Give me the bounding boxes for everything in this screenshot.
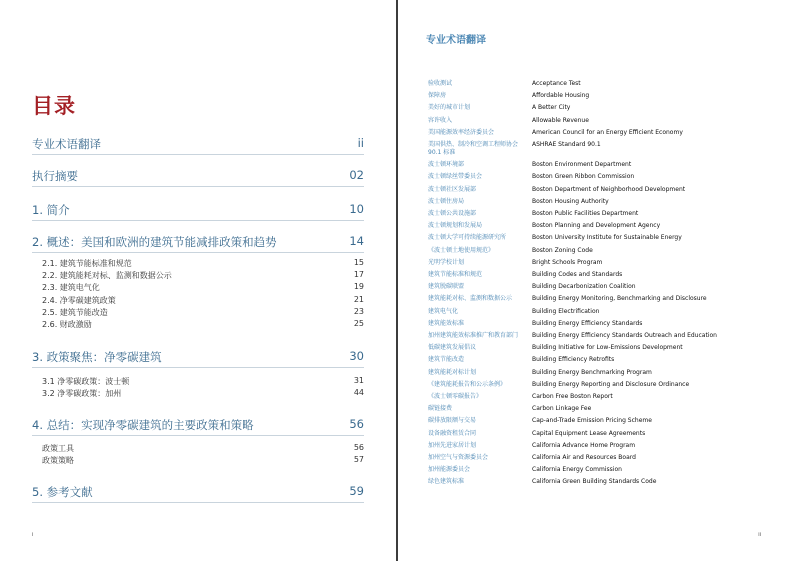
glossary-term-en: Boston Public Facilities Department	[532, 210, 639, 217]
toc-subsection-title: 3.1 净零碳政策：波士顿	[42, 377, 130, 386]
glossary-row	[428, 80, 788, 92]
glossary-row	[428, 271, 788, 283]
toc-section-page: ii	[357, 136, 364, 150]
glossary-row	[428, 259, 788, 271]
toc-section-page: 56	[349, 417, 364, 431]
toc-subsection[interactable]	[42, 455, 364, 467]
toc-subsection-page: 17	[353, 270, 364, 280]
glossary-row	[428, 393, 788, 405]
toc-section-title: 专业术语翻译	[32, 137, 101, 151]
toc-section[interactable]	[32, 168, 364, 187]
glossary-row	[428, 222, 788, 234]
glossary-term-cn: 碳排放限额与交易	[428, 417, 477, 425]
toc-subsection-page: 21	[353, 294, 364, 304]
toc-subsection-title: 政策策略	[42, 456, 74, 466]
toc-subsection-page: 25	[353, 319, 364, 328]
toc-subsection-title: 2.3. 建筑电气化	[42, 283, 100, 293]
toc-page	[0, 0, 396, 561]
glossary-term-cn: 建筑节能标准和规范	[428, 271, 483, 278]
toc-section-page: 02	[349, 168, 364, 182]
toc-subsection-page: 57	[353, 455, 364, 465]
toc-title: 目录	[32, 94, 76, 118]
glossary-row	[428, 405, 788, 417]
toc-subsection-title: 3.2 净零碳政策：加州	[42, 389, 122, 399]
toc-section[interactable]	[32, 202, 364, 221]
glossary-term-cn: 建筑能效标准	[428, 319, 465, 327]
glossary-row	[428, 104, 788, 116]
glossary-term-en: A Better City	[532, 104, 571, 112]
toc-subsection[interactable]	[42, 443, 364, 455]
glossary-term-en: California Energy Commission	[532, 466, 622, 474]
glossary-term-en: Capital Equipment Lease Agreements	[532, 429, 646, 437]
glossary-title: 专业术语翻译	[426, 35, 486, 46]
glossary-row	[428, 161, 788, 173]
glossary-term-cn: 建筑能耗对标计划	[428, 368, 477, 376]
toc-subsection[interactable]	[42, 270, 364, 282]
glossary-term-cn: 波士顿规划和发展局	[428, 222, 483, 230]
glossary-term-en: Building Energy Monitoring, Benchmarking and Disclosure	[532, 295, 707, 303]
toc-section-title: 3. 政策聚焦：净零碳建筑	[32, 350, 162, 364]
glossary-term-cn: 设备融资租赁合同	[428, 429, 477, 437]
glossary-term-cn: 波士顿社区发展部	[428, 185, 477, 193]
glossary-term-cn: 《建筑能耗报告和公示条例》	[428, 380, 507, 388]
glossary-term-en: Allowable Revenue	[532, 116, 589, 124]
toc-subsection-title: 政策工具	[42, 444, 74, 453]
glossary-term-en: Bright Schools Program	[532, 258, 603, 266]
toc-section[interactable]	[32, 349, 364, 368]
toc-section[interactable]	[32, 234, 364, 253]
glossary-term-cn: 美国供热、制冷和空调工程师协会 90.1 标准	[428, 141, 519, 156]
toc-section[interactable]	[32, 417, 364, 436]
toc-subsection[interactable]	[42, 258, 364, 270]
glossary-term-en: Building Energy Efficiency Standards Outreach and Education	[532, 332, 717, 339]
glossary-row	[428, 186, 788, 198]
glossary-row	[428, 141, 788, 156]
glossary-term-cn: 绿色建筑标准	[428, 478, 465, 486]
glossary-row	[428, 417, 788, 429]
toc-section-title: 1. 简介	[32, 203, 70, 217]
glossary-row	[428, 198, 788, 210]
glossary-term-cn: 《波士顿零碳报告》	[428, 393, 483, 400]
glossary-term-en: Boston University Institute for Sustainable Energy	[532, 234, 682, 242]
glossary-row	[428, 369, 788, 381]
glossary-row	[428, 283, 788, 295]
glossary-term-en: Acceptance Test	[532, 80, 581, 87]
glossary-page	[398, 0, 793, 561]
toc-section[interactable]	[32, 136, 364, 155]
glossary-term-cn: 建筑电气化	[428, 307, 459, 315]
glossary-term-en: California Advance Home Program	[532, 441, 636, 449]
glossary-term-en: Affordable Housing	[532, 92, 590, 100]
glossary-row	[428, 234, 788, 246]
toc-subsection[interactable]	[42, 295, 364, 307]
toc-subsection-title: 2.5. 建筑节能改造	[42, 307, 108, 317]
page-number-left: i	[32, 532, 34, 538]
glossary-term-en: Carbon Free Boston Report	[532, 393, 613, 400]
glossary-row	[428, 344, 788, 356]
toc-section-title: 5. 参考文献	[32, 485, 93, 499]
glossary-term-en: Boston Environment Department	[532, 161, 632, 169]
glossary-term-en: Building Energy Efficiency Standards	[532, 319, 643, 327]
toc-subsection-page: 19	[353, 282, 364, 292]
toc-section-page: 10	[349, 202, 364, 216]
toc-subsection[interactable]	[42, 282, 364, 294]
page-number-right: ii	[758, 532, 761, 538]
glossary-term-en: California Green Building Standards Code	[532, 478, 657, 486]
glossary-term-cn: 加州空气与资源委员会	[428, 454, 489, 461]
glossary-term-cn: 《波士顿土地使用规范》	[428, 246, 495, 254]
glossary-row	[428, 210, 788, 222]
glossary-term-cn: 低碳建筑发展倡议	[428, 344, 477, 352]
toc-subsection-page: 44	[353, 388, 364, 398]
glossary-term-en: Building Efficiency Retrofits	[532, 356, 615, 364]
toc-subsection-page: 56	[353, 443, 364, 452]
toc-section-title: 执行摘要	[32, 169, 78, 183]
glossary-row	[428, 478, 788, 490]
glossary-row	[428, 173, 788, 185]
glossary-term-en: Building Energy Reporting and Disclosure Ordinance	[532, 380, 690, 388]
glossary-term-en: Building Energy Benchmarking Program	[532, 368, 652, 376]
toc-section-page: 30	[349, 349, 364, 363]
glossary-term-cn: 加州先进家居计划	[428, 441, 477, 449]
glossary-term-en: American Council for an Energy Efficient Economy	[532, 128, 683, 136]
glossary-term-cn: 建筑脱碳联盟	[428, 283, 465, 291]
glossary-term-en: Building Electrification	[532, 307, 600, 315]
glossary-row	[428, 320, 788, 332]
glossary-term-cn: 建筑节能改造	[428, 356, 465, 364]
glossary-term-en: Carbon Linkage Fee	[532, 405, 592, 413]
glossary-term-cn: 碳链接费	[428, 405, 453, 413]
glossary-term-en: Boston Green Ribbon Commission	[532, 173, 635, 181]
glossary-term-cn: 波士顿公共设施部	[428, 210, 477, 217]
toc-subsection-title: 2.1. 建筑节能标准和规范	[42, 259, 132, 268]
toc-subsection-page: 23	[353, 306, 364, 316]
glossary-row	[428, 430, 788, 442]
glossary-term-cn: 美好的城市计划	[428, 104, 471, 112]
glossary-term-cn: 波士顿大学可持续能源研究所	[428, 234, 507, 242]
glossary-term-cn: 加州建筑能效标准推广和教育部门	[428, 332, 519, 339]
glossary-row	[428, 295, 788, 307]
glossary-row	[428, 466, 788, 478]
glossary-row	[428, 117, 788, 129]
glossary-row	[428, 247, 788, 259]
toc-subsection[interactable]	[42, 376, 364, 388]
glossary-row	[428, 308, 788, 320]
glossary-row	[428, 442, 788, 454]
glossary-term-en: Building Decarbonization Coalition	[532, 283, 636, 291]
glossary-term-cn: 美国能源效率经济委员会	[428, 128, 495, 136]
toc-subsection[interactable]	[42, 307, 364, 319]
glossary-term-en: Boston Zoning Code	[532, 246, 593, 254]
glossary-term-cn: 验收测试	[428, 80, 453, 87]
glossary-row	[428, 332, 788, 344]
toc-subsection[interactable]	[42, 319, 364, 331]
glossary-term-cn: 保障房	[428, 92, 447, 100]
glossary-row	[428, 381, 788, 393]
glossary-term-en: California Air and Resources Board	[532, 454, 636, 461]
glossary-term-cn: 光明学校计划	[428, 258, 465, 266]
glossary-term-en: Building Codes and Standards	[532, 271, 623, 278]
glossary-row	[428, 129, 788, 141]
toc-section-title: 4. 总结：实现净零碳建筑的主要政策和策略	[32, 418, 254, 432]
toc-section-page: 14	[349, 234, 364, 248]
glossary-row	[428, 92, 788, 104]
toc-subsection-title: 2.6. 财政激励	[42, 320, 92, 329]
toc-subsection[interactable]	[42, 388, 364, 400]
glossary-row	[428, 454, 788, 466]
glossary-term-en: Boston Housing Authority	[532, 197, 609, 205]
glossary-term-cn: 波士顿绿丝带委员会	[428, 173, 483, 181]
glossary-term-cn: 容许收入	[428, 116, 453, 124]
glossary-row	[428, 356, 788, 368]
glossary-term-en: ASHRAE Standard 90.1	[532, 141, 601, 148]
glossary-term-cn: 建筑能耗对标、监测和数据公示	[428, 295, 513, 303]
toc-subsection-title: 2.2. 建筑能耗对标、监测和数据公示	[42, 271, 172, 281]
toc-section[interactable]	[32, 484, 364, 503]
glossary-term-cn: 波士顿环境部	[428, 161, 465, 169]
toc-subsection-title: 2.4. 净零碳建筑政策	[42, 295, 116, 305]
toc-section-page: 59	[349, 484, 364, 498]
glossary-term-en: Boston Planning and Development Agency	[532, 222, 661, 230]
toc-subsection-page: 31	[353, 376, 364, 385]
toc-subsection-page: 15	[353, 258, 364, 267]
glossary-term-en: Building Initiative for Low-Emissions Development	[532, 344, 683, 352]
glossary-term-en: Boston Department of Neighborhood Development	[532, 185, 686, 193]
glossary-term-en: Cap-and-Trade Emission Pricing Scheme	[532, 417, 652, 425]
toc-section-title: 2. 概述：美国和欧洲的建筑节能减排政策和趋势	[32, 235, 277, 249]
glossary-term-cn: 加州能源委员会	[428, 466, 471, 474]
glossary-term-cn: 波士顿住房局	[428, 197, 465, 205]
